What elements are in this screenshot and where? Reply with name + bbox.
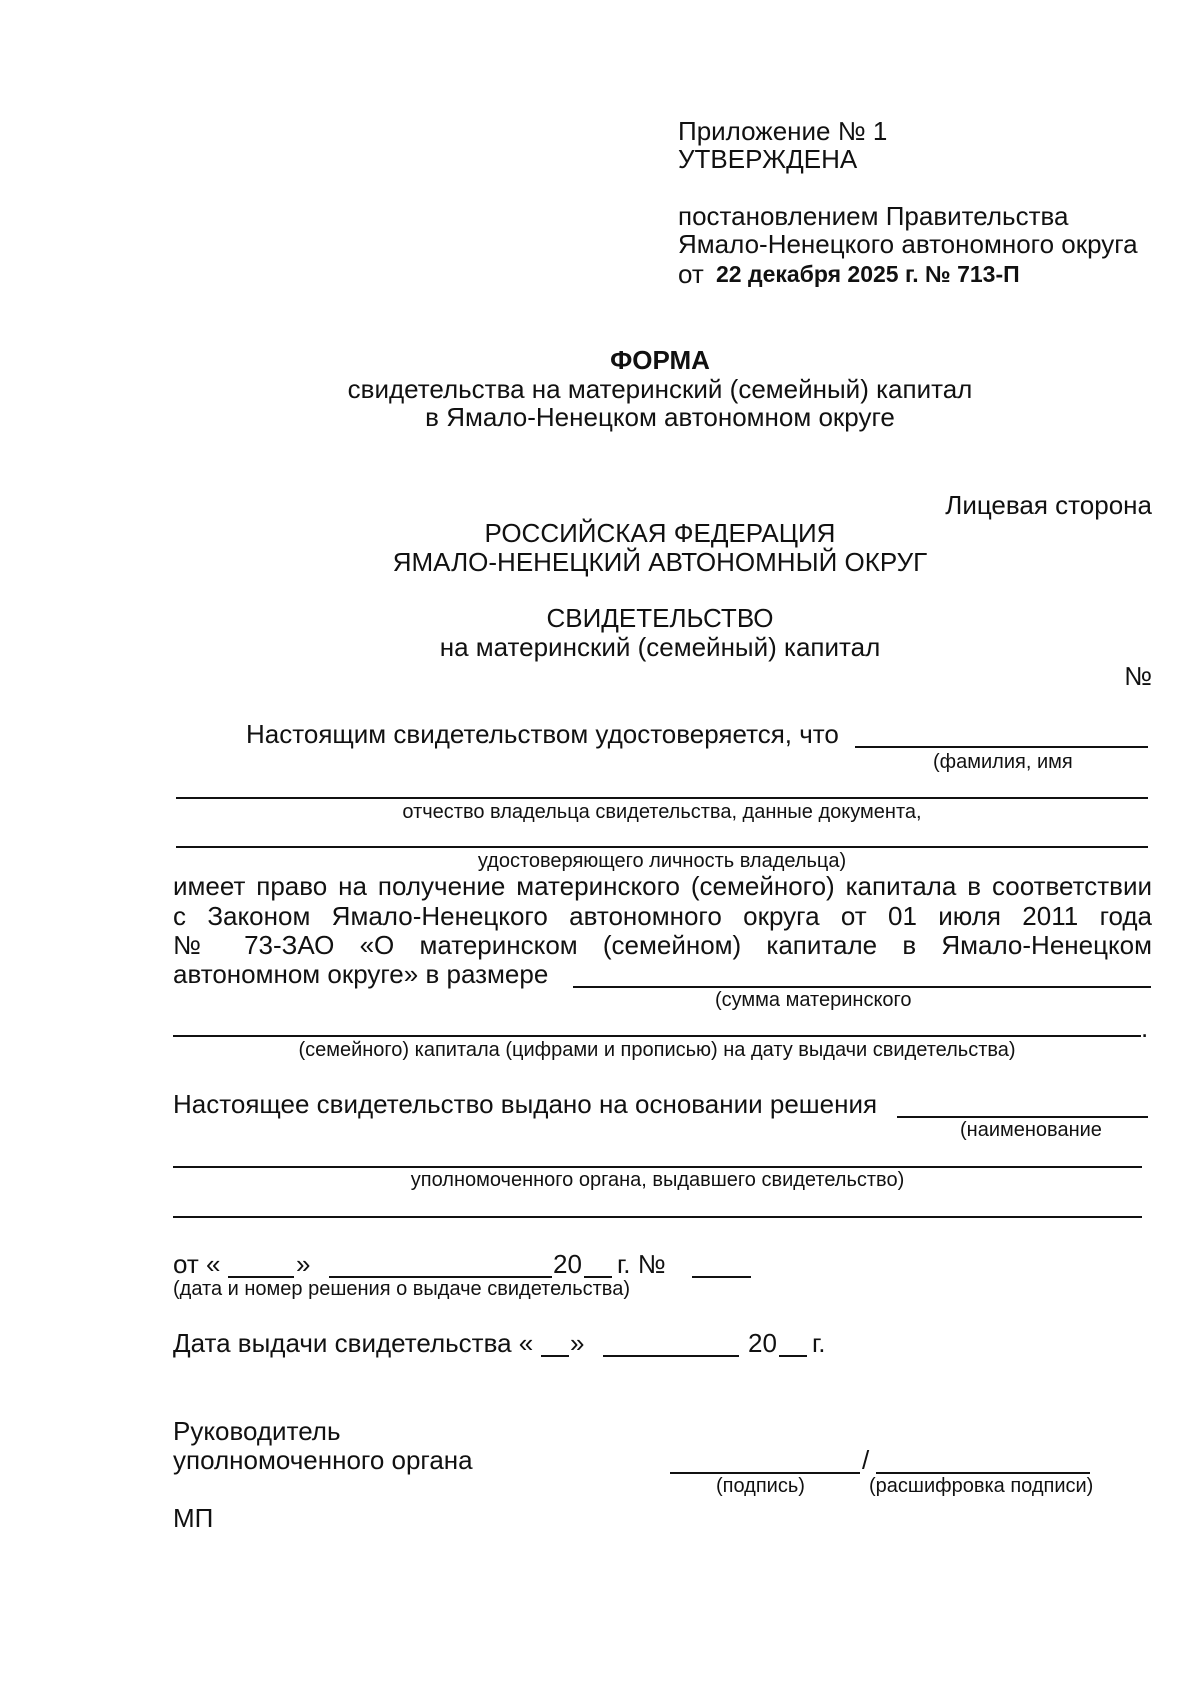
right-line-3: № 73-ЗАО «О материнском (семейном) капитале в Ямало-Ненецком — [173, 930, 1152, 960]
form-subtitle-1: свидетельства на материнский (семейный) капитал — [347, 374, 973, 404]
sum-blank-line-2 — [173, 1035, 1141, 1037]
right-line-2: с Законом Ямало-Ненецкого автономного округа от 01 июля 2011 года — [173, 901, 1152, 931]
hint-sum-2: (семейного) капитала (цифрами и прописью) на дату выдачи свидетельства) — [298, 1039, 1016, 1061]
decision-from: от « — [173, 1249, 221, 1279]
certificate-heading: СВИДЕТЕЛЬСТВО — [546, 603, 774, 633]
hint-name: (фамилия, имя — [933, 751, 1073, 773]
right-line-1: имеет право на получение материнского (семейного) капитала в соответствии — [173, 871, 1152, 901]
form-title: ФОРМА — [610, 345, 710, 375]
hint-sign: (подпись) — [716, 1475, 805, 1497]
signature-line — [670, 1472, 860, 1474]
signature-decode-line — [876, 1472, 1090, 1474]
hint-org-2: уполномоченного органа, выдавшего свидетельство) — [410, 1169, 905, 1191]
resolution-line-2: Ямало-Ненецкого автономного округа — [678, 229, 1138, 259]
decision-year: 20 — [553, 1249, 582, 1279]
org-blank-line-2 — [173, 1166, 1142, 1168]
sum-blank-line — [573, 986, 1151, 988]
approved-label: УТВЕРЖДЕНА — [678, 144, 858, 174]
org-blank-line-3 — [173, 1216, 1142, 1218]
hint-patronymic: отчество владельца свидетельства, данные документа, — [402, 801, 922, 823]
issue-year-line — [779, 1355, 807, 1357]
identity-blank-line — [176, 846, 1148, 848]
decision-quote: » — [296, 1249, 311, 1279]
head-title-1: Руководитель — [173, 1416, 341, 1446]
form-subtitle-2: в Ямало-Ненецком автономном округе — [425, 402, 895, 432]
stamp-label: МП — [173, 1503, 214, 1533]
region-heading: ЯМАЛО-НЕНЕЦКИЙ АВТОНОМНЫЙ ОКРУГ — [392, 547, 928, 577]
certificate-subheading: на материнский (семейный) капитал — [439, 632, 881, 662]
signature-slash: / — [862, 1445, 870, 1475]
name-blank-line — [855, 746, 1148, 748]
certifies-text: Настоящим свидетельством удостоверяется, что — [246, 719, 839, 749]
hint-identity: удостоверяющего личность владельца) — [477, 850, 847, 872]
org-blank-line — [897, 1116, 1148, 1118]
appendix-label: Приложение № 1 — [678, 116, 888, 146]
side-label: Лицевая сторона — [945, 490, 1152, 520]
hint-org-1: (наименование — [960, 1119, 1102, 1141]
issue-day-line — [541, 1355, 569, 1357]
patronymic-blank-line — [176, 797, 1148, 799]
resolution-line-1: постановлением Правительства — [678, 201, 1069, 231]
issue-year: 20 — [748, 1328, 777, 1358]
issue-date-text: Дата выдачи свидетельства « — [173, 1328, 534, 1358]
right-line-4: автономном округе» в размере — [173, 959, 549, 989]
head-title-2: уполномоченного органа — [173, 1445, 473, 1475]
sum-period: . — [1141, 1013, 1149, 1043]
hint-sum-1: (сумма материнского — [715, 989, 912, 1011]
decision-number-line — [692, 1276, 751, 1278]
hint-decision: (дата и номер решения о выдаче свидетельства) — [173, 1278, 630, 1300]
issued-basis-text: Настоящее свидетельство выдано на основании решения — [173, 1089, 878, 1119]
country-heading: РОССИЙСКАЯ ФЕДЕРАЦИЯ — [484, 518, 836, 548]
certificate-number-sign: № — [1124, 661, 1152, 691]
hint-decode: (расшифровка подписи) — [869, 1475, 1094, 1497]
resolution-from: от — [678, 259, 704, 289]
issue-quote: » — [570, 1328, 585, 1358]
decision-g-no: г. № — [617, 1249, 666, 1279]
resolution-date-number: 22 декабря 2025 г. № 713-П — [716, 261, 1020, 287]
issue-month-line — [603, 1355, 739, 1357]
issue-g: г. — [812, 1328, 826, 1358]
